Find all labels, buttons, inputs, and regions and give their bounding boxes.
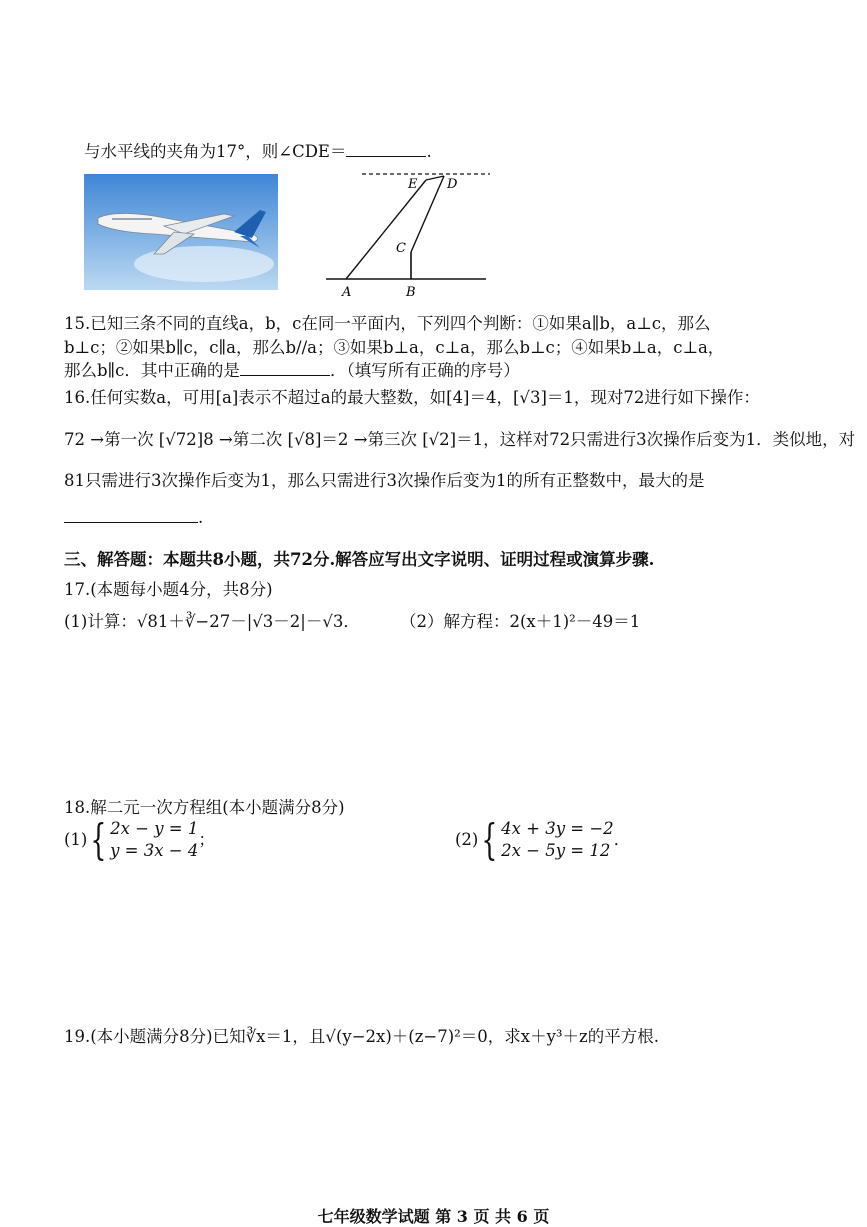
- q18-p1-eq2: y = 3x − 4: [110, 841, 199, 860]
- q15-text-3b: ．（填写所有正确的序号）: [329, 361, 520, 380]
- label-E: E: [408, 177, 418, 192]
- q17-part1-text: (1)计算：√81＋∛−27－|√3－2|－√3．: [64, 612, 360, 631]
- q15-text-3a: 那么b∥c．其中正确的是: [64, 361, 240, 380]
- q15-answer-blank[interactable]: [240, 375, 330, 376]
- q18-p2-eq2: 2x − 5y = 12: [501, 841, 611, 860]
- q19-line: [64, 1026, 659, 1048]
- q18-p1-label: (1): [64, 830, 88, 849]
- q14-tail-line: [84, 141, 432, 163]
- q16-end: .: [198, 508, 204, 527]
- geometry-figure: [322, 166, 492, 304]
- q18-system-1: [64, 815, 215, 864]
- q15-line-1: [64, 313, 711, 335]
- label-D: D: [447, 177, 458, 192]
- label-C: C: [396, 241, 406, 256]
- label-A: A: [342, 285, 352, 300]
- q18-p2-label: (2): [455, 830, 479, 849]
- page-footer: [0, 1204, 867, 1227]
- airplane-illustration: [84, 174, 278, 290]
- q14-end: .: [426, 142, 432, 161]
- q16-text-1: 16.任何实数a，可用[a]表示不超过a的最大整数，如[4]＝4，[√3]＝1，现对72进行如下操作：: [64, 388, 760, 407]
- q16-line-2: [64, 429, 855, 451]
- q14-text: 与水平线的夹角为17°，则∠CDE＝: [84, 142, 347, 161]
- q18-p1-eq1: 2x − y = 1: [110, 819, 199, 838]
- segment-AE: [346, 180, 426, 279]
- q18-system-2: [455, 815, 631, 864]
- airplane-photo: [84, 174, 278, 290]
- q19-text: 19.(本小题满分8分)已知∛x＝1，且√(y−2x)＋(z−7)²＝0，求x＋y³＋z的平方根.: [64, 1027, 659, 1046]
- left-brace-icon: {: [90, 815, 107, 864]
- q14-answer-blank[interactable]: [346, 156, 426, 157]
- left-brace-icon: {: [481, 815, 498, 864]
- q17-part2: [400, 611, 640, 633]
- q17-title: [64, 579, 273, 601]
- segment-ED: [426, 176, 444, 180]
- section-3-heading: [64, 549, 654, 571]
- q16-line-3: [64, 470, 705, 492]
- section-3-text: 三、解答题：本题共8小题，共72分.解答应写出文字说明、证明过程或演算步骤.: [64, 550, 655, 569]
- q18-p2-end: ．: [613, 830, 631, 849]
- label-B: B: [406, 285, 416, 300]
- q17-title-text: 17.(本题每小题4分，共8分): [64, 580, 273, 599]
- q16-line-4: [64, 507, 203, 529]
- q18-p2-eq1: 4x + 3y = −2: [501, 819, 614, 838]
- q18-title-text: 18.解二元一次方程组(本小题满分8分): [64, 798, 345, 817]
- q16-answer-blank[interactable]: [64, 522, 198, 523]
- q17-part1: [64, 611, 360, 633]
- q15-text-2: b⊥c；②如果b∥c，c∥a，那么b//a；③如果b⊥a，c⊥a，那么b⊥c；④如果b⊥a，c⊥a，: [64, 338, 725, 357]
- q17-part2-text: （2）解方程：2(x＋1)²－49＝1: [400, 612, 641, 631]
- q18-p1-end: ；: [198, 830, 215, 849]
- q15-line-2: [64, 337, 724, 359]
- q15-text-1: 15.已知三条不同的直线a，b，c在同一平面内，下列四个判断：①如果a∥b，a⊥c，那么: [64, 314, 711, 333]
- q16-text-3: 81只需进行3次操作后变为1，那么只需进行3次操作后变为1的所有正整数中，最大的是: [64, 471, 705, 490]
- q16-text-2: 72 →第一次 [√72]8 →第二次 [√8]＝2 →第三次 [√2]＝1，这样对72只需进行3次操作后变为1．类似地，对: [64, 430, 856, 449]
- footer-text: 七年级数学试题 第 3 页 共 6 页: [317, 1207, 550, 1226]
- q15-line-3: [64, 360, 520, 382]
- q16-line-1: [64, 387, 760, 409]
